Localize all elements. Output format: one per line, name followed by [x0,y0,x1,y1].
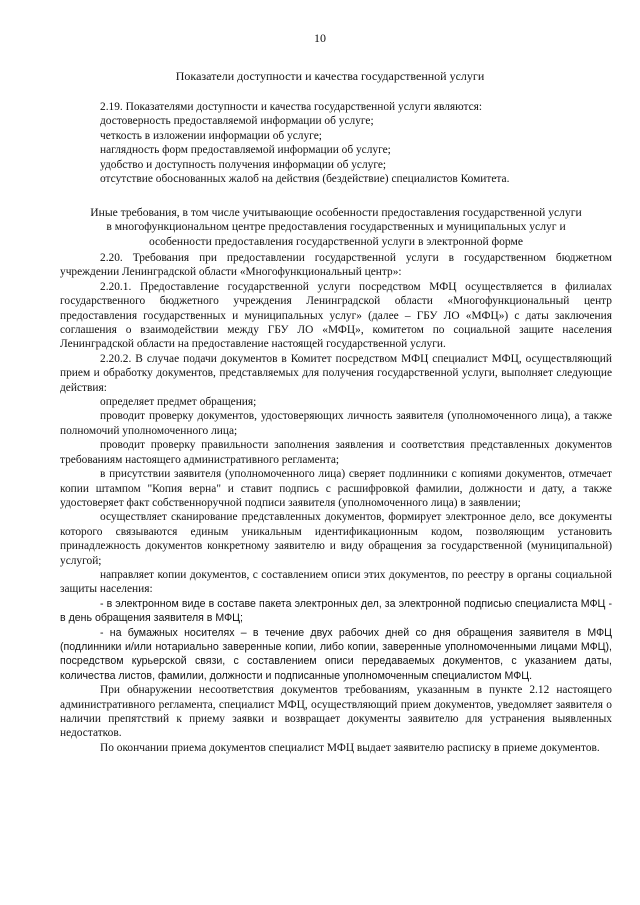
page-number: 10 [314,31,326,45]
action-subitem: - в электронном виде в составе пакета электронных дел, за электронной подписью специалиста МФЦ - в день обращения заявителя в МФЦ; [60,597,612,625]
action-item: проводит проверку документов, удостоверяющих личность заявителя (уполномоченного лица), а также полномочий уполномоченного лица; [60,410,612,437]
paragraph-2-20-2: 2.20.2. В случае подачи документов в Комитет посредством МФЦ специалист МФЦ, осуществляющий прием и обработку документов, представляемых для получения государственной услуги, выполняет следующие действия: [60,352,612,394]
action-item: направляет копии документов, с составлением описи этих документов, по реестру в органы социальной защиты населения: [60,568,612,596]
paragraph-2-20: 2.20. Требования при предоставлении государственной услуги в государственном бюджетном учреждении Ленинградской области «Многофункциональный центр»: [60,252,612,279]
indicators-list [60,100,612,186]
indicator-item: достоверность предоставляемой информации об услуге; [100,115,374,128]
paragraph-mismatch: При обнаружении несоответствия документов требованиям, указанным в пункте 2.12 настоящего административного регламента, специалист МФЦ, осуществляющий прием документов, уведомляет заявителя о наличии препятствий к приему заявки и возвращает документы заявителю для устранения выявленных недостатков. [60,684,612,740]
requirements-body [60,251,612,755]
heading-line: в многофункциональном центре предоставления государственных и муниципальных услуг и [106,220,566,234]
action-item: определяет предмет обращения; [100,396,257,409]
action-item: в присутствии заявителя (уполномоченного лица) сверяет подлинники с копиями документов, отмечает копии штампом "Копия верна" и ставит подпись с расшифровкой фамилии, должности и дату, а также удостоверяет факт собственноручной подписи заявителя (уполномоченного лица) в заявлении; [60,468,612,509]
paragraph-2-20-1: 2.20.1. Предоставление государственной услуги посредством МФЦ осуществляется в филиалах государственного бюджетного учреждения Ленинградской области «Многофункциональный центр предоставления государственных и муниципальных услуг» (далее – ГБУ ЛО «МФЦ») с даты заключения соглашения о взаимодействии между ГБУ ЛО «МФЦ», комитетом по социальной защите населения Ленинградской области на предоставление настоящей государственной услуги. [60,280,612,351]
indicator-item: четкость в изложении информации об услуге; [100,129,322,142]
indicator-item: удобство и доступность получения информации об услуге; [100,158,387,171]
paragraph-end: По окончании приема документов специалист МФЦ выдает заявителю расписку в приеме документов. [100,741,600,754]
other-requirements-heading [58,206,614,249]
indicator-item: наглядность форм предоставляемой информации об услуге; [100,144,391,157]
indicator-item: отсутствие обоснованных жалоб на действия (бездействие) специалистов Комитета. [100,173,510,186]
heading-line: Иные требования, в том числе учитывающие особенности предоставления государственной услуги [90,206,582,219]
indicators-intro: 2.19. Показателями доступности и качества государственной услуги являются: [100,101,483,113]
action-item: осуществляет сканирование представленных документов, формирует электронное дело, все документы которого связываются единым уникальным идентификационным кодом, позволяющим установить принадлежность документов конкретному заявителю и виду обращения за государственной (муниципальной) услугой; [60,511,612,567]
action-subitem: - на бумажных носителях – в течение двух рабочих дней со дня обращения заявителя в МФЦ (подлинники и/или нотариально заверенные копии, либо копии, заверенные уполномоченными лицами МФЦ), посредством курьерской связи, с составлением описи передаваемых документов, с указанием даты, количества листов, фамилии, должности и подписанные уполномоченным специалистом МФЦ. [60,626,612,682]
section-title: Показатели доступности и качества государственной услуги [175,69,485,83]
heading-line: особенности предоставления государственной услуги в электронной форме [148,234,524,248]
action-item: проводит проверку правильности заполнения заявления и соответствия представленных документов требованиям настоящего административного регламента; [60,439,612,466]
